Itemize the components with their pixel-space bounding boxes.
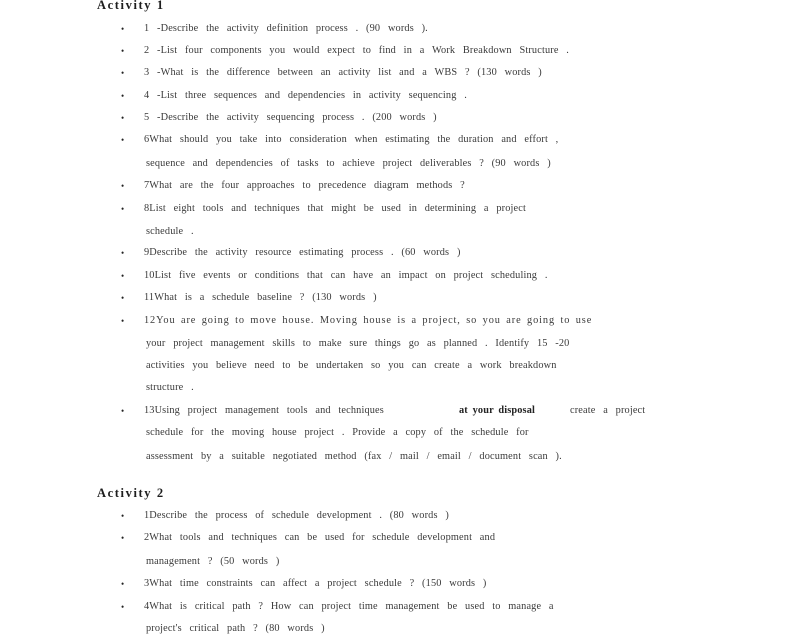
item-text: 13Using project management tools and techniques xyxy=(144,405,384,416)
bullet-icon: • xyxy=(121,68,125,78)
bullet-icon: • xyxy=(121,271,125,281)
bullet-icon: • xyxy=(121,533,125,543)
item-text: 5 -Describe the activity sequencing process . (200 words ) xyxy=(144,112,437,123)
item-text: 11What is a schedule baseline ? (130 words ) xyxy=(144,292,377,303)
bullet-icon: • xyxy=(121,181,125,191)
item-text: 8List eight tools and techniques that might be used in determining a project xyxy=(144,203,526,214)
item-text-continued: schedule for the moving house project . Provide a copy of the schedule for xyxy=(146,427,529,438)
item-text-continued: your project management skills to make sure things go as planned . Identify 15 -20 xyxy=(146,338,570,349)
bullet-icon: • xyxy=(121,316,125,326)
item-text: 2 -List four components you would expect to find in a Work Breakdown Structure . xyxy=(144,45,569,56)
item-text-continued: assessment by a suitable negotiated method (fax / mail / email / document scan ). xyxy=(146,451,562,462)
bullet-icon: • xyxy=(121,579,125,589)
item-text-continued: management ? (50 words ) xyxy=(146,556,280,567)
item-text: 9Describe the activity resource estimating process . (60 words ) xyxy=(144,247,461,258)
bullet-icon: • xyxy=(121,204,125,214)
item-text: 3 -What is the difference between an activity list and a WBS ? (130 words ) xyxy=(144,67,542,78)
bullet-icon: • xyxy=(121,135,125,145)
item-text: 1Describe the process of schedule development . (80 words ) xyxy=(144,510,449,521)
item-text-continued: create a project xyxy=(570,405,646,416)
activity-2-heading: Activity 2 xyxy=(97,486,165,500)
item-text-continued: activities you believe need to be undertaken so you can create a work breakdown xyxy=(146,360,557,371)
bullet-icon: • xyxy=(121,91,125,101)
item-text: 4What is critical path ? How can project time management be used to manage a xyxy=(144,601,554,612)
item-text: 1 -Describe the activity definition process . (90 words ). xyxy=(144,23,428,34)
activity-1-heading: Activity 1 xyxy=(97,0,165,12)
bullet-icon: • xyxy=(121,46,125,56)
item-text: 12You are going to move house. Moving house is a project, so you are going to use xyxy=(144,315,593,326)
bullet-icon: • xyxy=(121,248,125,258)
bullet-icon: • xyxy=(121,113,125,123)
item-text: 2What tools and techniques can be used for schedule development and xyxy=(144,532,496,543)
item-text-continued: structure . xyxy=(146,382,194,393)
item-text: 3What time constraints can affect a project schedule ? (150 words ) xyxy=(144,578,487,589)
item-text: 10List five events or conditions that can have an impact on project scheduling . xyxy=(144,270,548,281)
bold-phrase: at your disposal xyxy=(459,405,536,416)
bullet-icon: • xyxy=(121,602,125,612)
bullet-icon: • xyxy=(121,406,125,416)
bullet-icon: • xyxy=(121,24,125,34)
item-text: 7What are the four approaches to precedence diagram methods ? xyxy=(144,180,465,191)
bullet-icon: • xyxy=(121,293,125,303)
item-text-continued: project's critical path ? (80 words ) xyxy=(146,623,325,634)
item-text: 6What should you take into consideration when estimating the duration and effort , xyxy=(144,134,559,145)
item-text-continued: sequence and dependencies of tasks to achieve project deliverables ? (90 words ) xyxy=(146,158,551,169)
item-text-continued: schedule . xyxy=(146,226,194,237)
bullet-icon: • xyxy=(121,511,125,521)
item-text: 4 -List three sequences and dependencies in activity sequencing . xyxy=(144,90,467,101)
